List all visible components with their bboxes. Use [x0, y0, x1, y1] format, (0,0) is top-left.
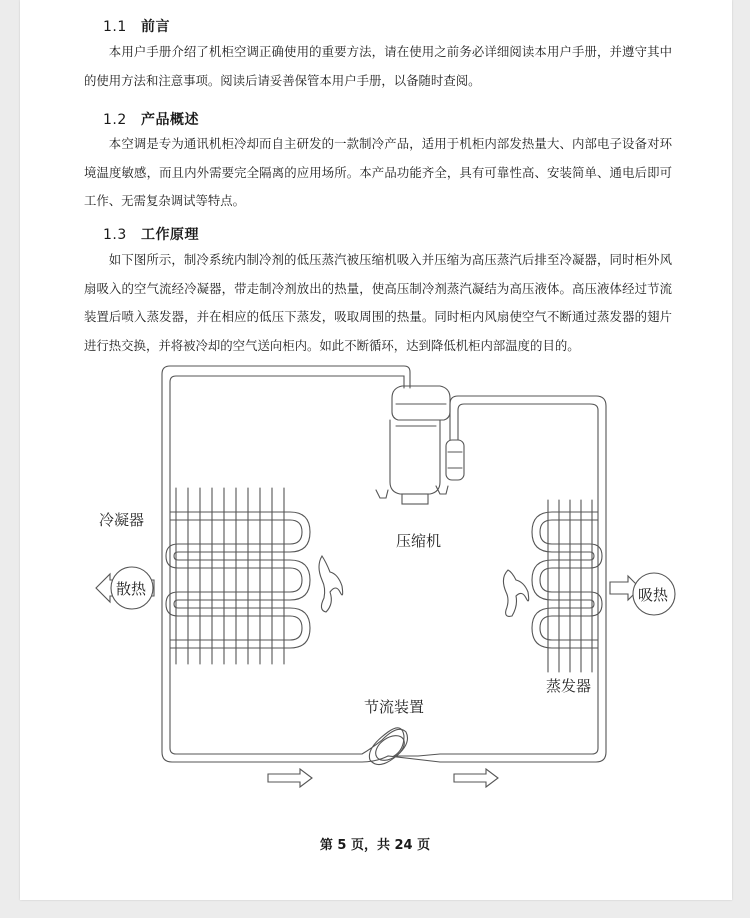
section-paragraph-1-1: 本用户手册介绍了机柜空调正确使用的重要方法，请在使用之前务必详细阅读本用户手册，并遵守其中的使用方法和注意事项。阅读后请妥善保管本用户手册，以备随时查阅。 [84, 44, 672, 88]
section-paragraph-1-2: 本空调是专为通讯机柜冷却而自主研发的一款制冷产品，适用于机柜内部发热量大、内部电子设备对环境温度敏感，而且内外需要完全隔离的应用场所。本产品功能齐全，具有可靠性高、安装简单、通电后即可工作、无需复杂调试等特点。 [84, 136, 672, 208]
evaporator-fins [548, 500, 592, 672]
section-number: 1.1 [103, 19, 127, 35]
section-paragraph-1-3: 如下图所示，制冷系统内制冷剂的低压蒸汽被压缩机吸入并压缩为高压蒸汽后排至冷凝器，同时柜外风扇吸入的空气流经冷凝器，带走制冷剂放出的热量，使高压制冷剂蒸汽凝结为高压液体。高压液体经过节流装置后喷入蒸发器，并在相应的低压下蒸发，吸取周围的热量。同时柜内风扇使空气不断通过蒸发器的翅片进行热交换，并将被冷却的空气送向柜内。如此不断循环，达到降低机柜内部温度的目的。 [84, 252, 672, 353]
section-number: 1.2 [103, 112, 127, 128]
condenser-fins [176, 488, 284, 664]
throttle-label: 节流装置 [364, 698, 425, 716]
section-title: 产品概述 [141, 112, 199, 128]
section-number: 1.3 [103, 227, 127, 243]
compressor-label: 压缩机 [396, 532, 442, 550]
flow-arrow-right [454, 769, 498, 787]
evaporator-fan-icon [503, 570, 528, 616]
heat-absorb-label: 吸热 [638, 586, 669, 604]
page-footer: 第 5 页，共 24 页 [319, 838, 431, 853]
condenser-fan-icon [319, 556, 343, 612]
condenser-label: 冷凝器 [99, 511, 145, 529]
heat-release-label: 散热 [116, 580, 147, 598]
section-title: 工作原理 [141, 227, 199, 243]
compressor [376, 386, 464, 504]
flow-arrow-left [268, 769, 312, 787]
section-title: 前言 [141, 19, 170, 35]
throttle-coil [340, 728, 440, 766]
evaporator-label: 蒸发器 [546, 677, 592, 695]
